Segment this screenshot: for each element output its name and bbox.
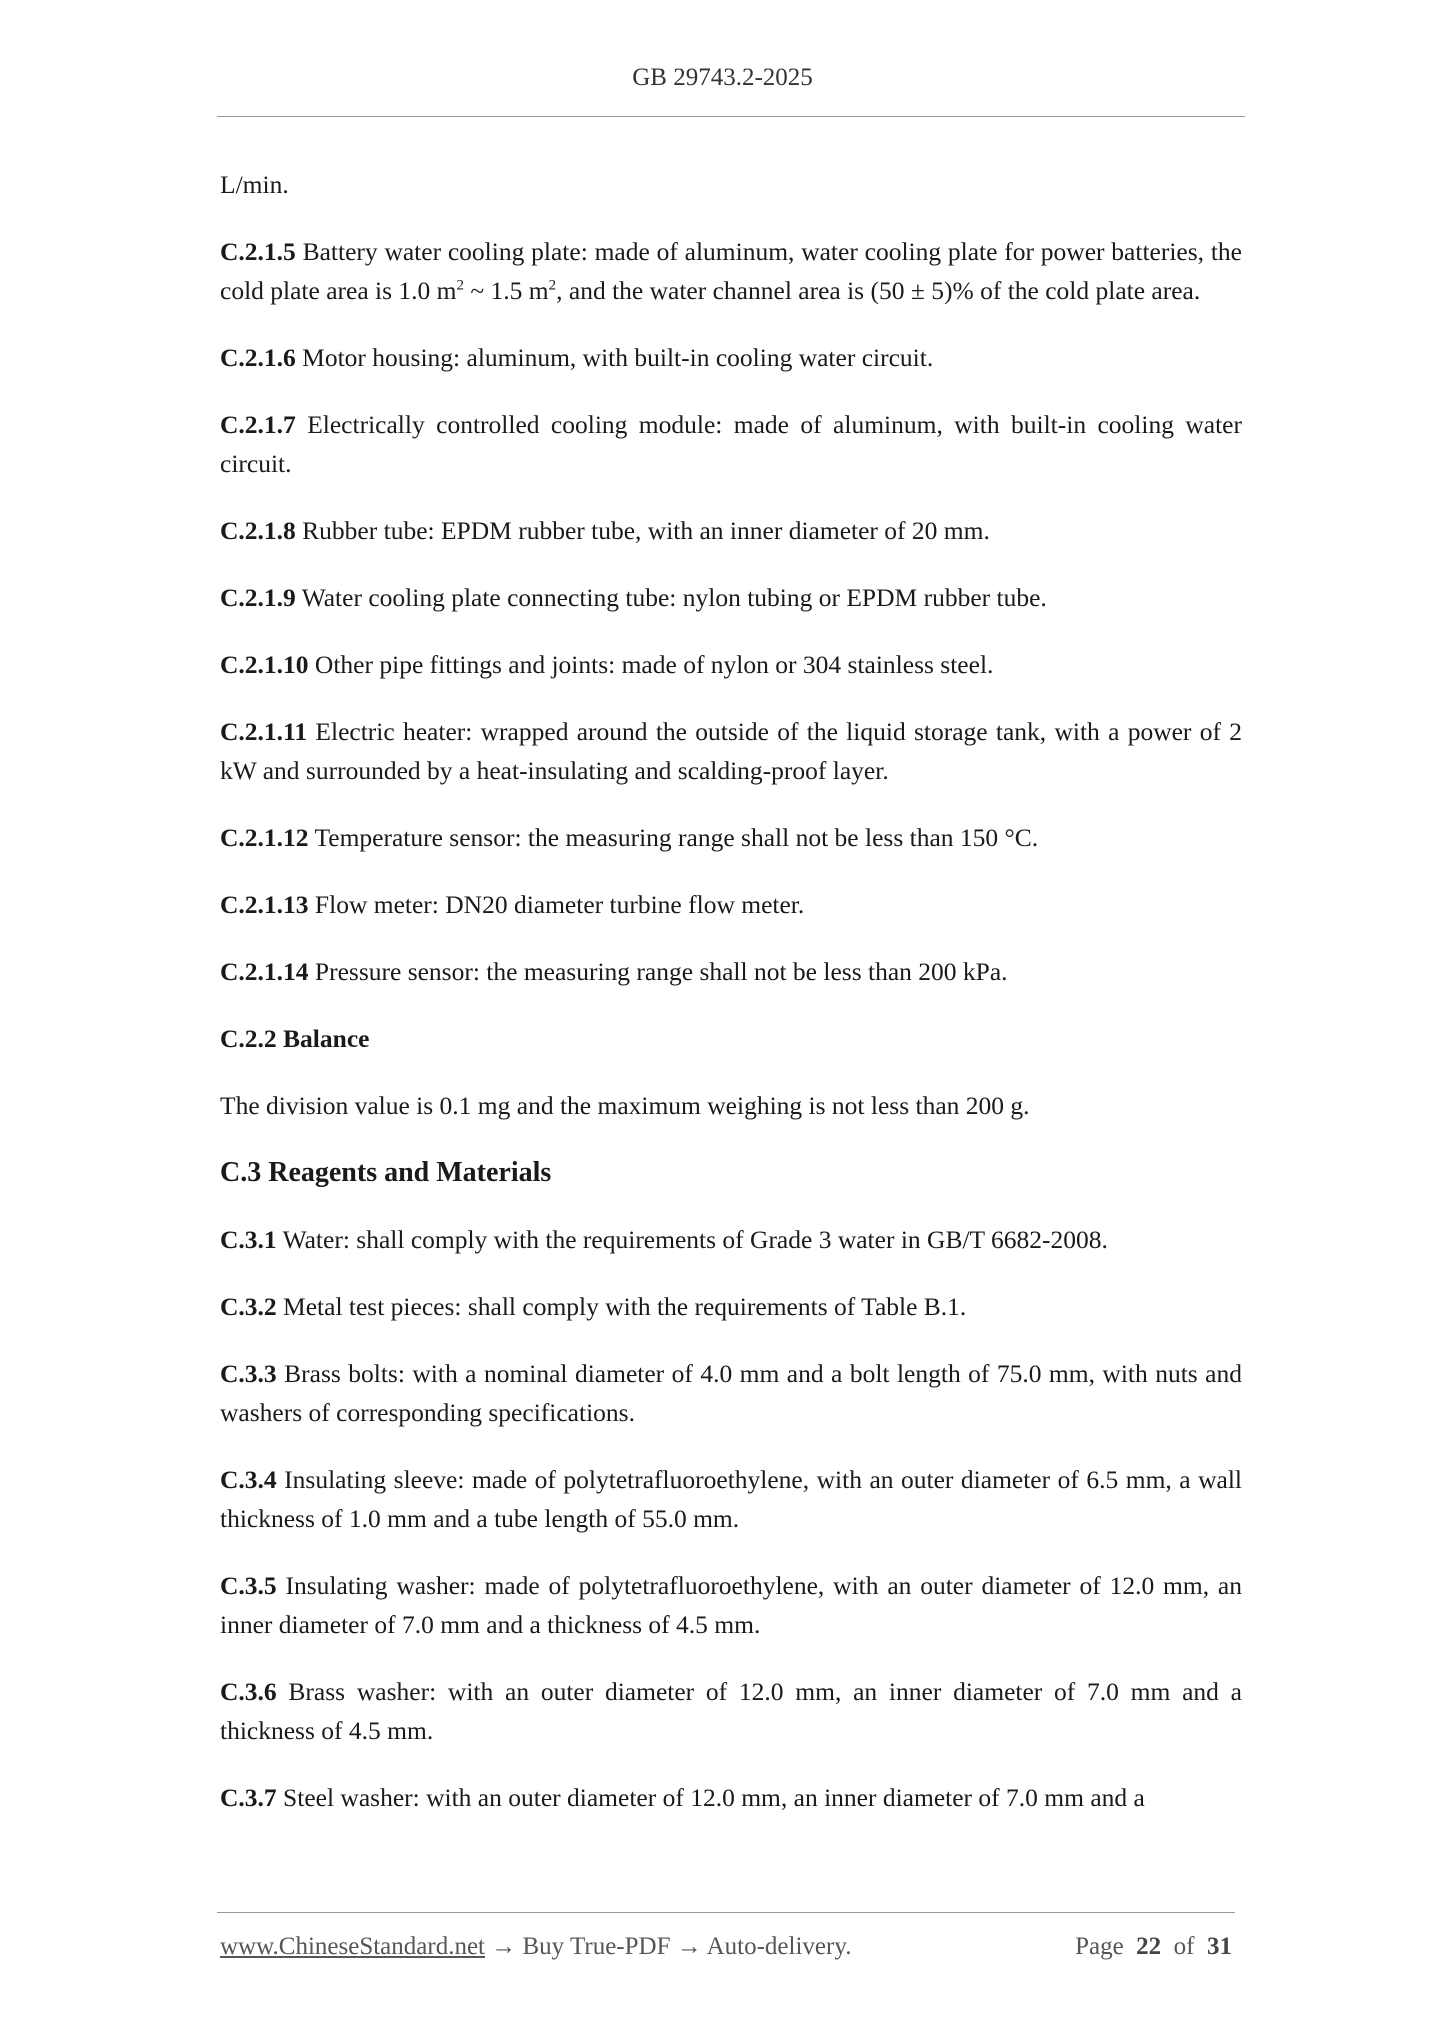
clause-c-2-1-13 [220, 885, 1242, 924]
paragraph [220, 1086, 1242, 1125]
buy-pdf-text: Buy True-PDF [522, 1933, 671, 1960]
clause-number: C.3.6 [220, 1677, 277, 1706]
clause-number: C.3.2 [220, 1292, 277, 1321]
clause-text: Insulating washer: made of polytetrafluoroethylene, with an outer diameter of 12.0 mm, an inner diameter of 7.0 mm and a thickness of 4.5 mm. [220, 1571, 1242, 1639]
clause-number: C.3.7 [220, 1783, 277, 1812]
clause-text: Water: shall comply with the requirements of Grade 3 water in GB/T 6682-2008. [276, 1225, 1108, 1254]
clause-text: Electrically controlled cooling module: made of aluminum, with built-in cooling water circuit. [220, 410, 1242, 478]
clause-text: Insulating sleeve: made of polytetrafluoroethylene, with an outer diameter of 6.5 mm, a wall thickness of 1.0 mm and a tube length of 55.0 mm. [220, 1465, 1242, 1533]
clause-number: C.2.1.9 [220, 583, 296, 612]
paragraph-text: L/min. [220, 170, 289, 199]
footer-promo [220, 1933, 851, 1961]
clause-c-2-1-10 [220, 645, 1242, 684]
section-heading-balance: C.2.2 Balance [220, 1024, 370, 1053]
of-label: of [1173, 1933, 1195, 1960]
clause-number: C.3.5 [220, 1571, 277, 1600]
clause-text: , and the water channel area is (50 ± 5)% of the cold plate area. [556, 276, 1201, 305]
paragraph-text: The division value is 0.1 mg and the maximum weighing is not less than 200 g. [220, 1091, 1030, 1120]
clause-c-3-5 [220, 1566, 1242, 1644]
clause-number: C.2.1.5 [220, 237, 296, 266]
clause-text: Temperature sensor: the measuring range shall not be less than 150 °C. [308, 823, 1039, 852]
auto-delivery-text: Auto-delivery. [706, 1933, 852, 1960]
clause-c-3-6 [220, 1672, 1242, 1750]
footer-divider [217, 1912, 1235, 1913]
clause-c-3-2 [220, 1287, 1242, 1326]
superscript: 2 [548, 277, 557, 294]
clause-text: Motor housing: aluminum, with built-in cooling water circuit. [295, 343, 934, 372]
clause-c-2-1-8 [220, 511, 1242, 550]
clause-c-3-7 [220, 1778, 1242, 1817]
clause-c-3-1 [220, 1220, 1242, 1259]
clause-number: C.3.1 [220, 1225, 277, 1254]
clause-number: C.2.1.12 [220, 823, 309, 852]
clause-text: Brass washer: with an outer diameter of 12.0 mm, an inner diameter of 7.0 mm and a thickness of 4.5 mm. [220, 1677, 1242, 1745]
website-link[interactable]: www.ChineseStandard.net [220, 1933, 485, 1960]
clause-c-2-1-7 [220, 405, 1242, 483]
clause-text: Other pipe fittings and joints: made of nylon or 304 stainless steel. [308, 650, 994, 679]
clause-number: C.2.1.7 [220, 410, 296, 439]
clause-number: C.2.1.14 [220, 957, 309, 986]
clause-number: C.2.1.11 [220, 717, 308, 746]
section-heading-reagents: C.3 Reagents and Materials [220, 1157, 552, 1188]
clause-text: Metal test pieces: shall comply with the requirements of Table B.1. [276, 1292, 967, 1321]
page-header-title: GB 29743.2-2025 [632, 64, 813, 91]
clause-number: C.2.1.6 [220, 343, 296, 372]
clause-text: Steel washer: with an outer diameter of 12.0 mm, an inner diameter of 7.0 mm and a [276, 1783, 1145, 1812]
header-divider [217, 116, 1245, 117]
clause-c-3-4 [220, 1460, 1242, 1538]
clause-number: C.2.1.10 [220, 650, 309, 679]
page-label: Page [1075, 1933, 1124, 1960]
clause-text: Electric heater: wrapped around the outside of the liquid storage tank, with a power of 2 kW and surrounded by a heat-insulating and scalding-proof layer. [220, 717, 1242, 785]
clause-number: C.3.3 [220, 1359, 277, 1388]
clause-text: Brass bolts: with a nominal diameter of 4.0 mm and a bolt length of 75.0 mm, with nuts and washers of corresponding specifications. [220, 1359, 1242, 1427]
clause-c-3-3 [220, 1354, 1242, 1432]
clause-text: Water cooling plate connecting tube: nylon tubing or EPDM rubber tube. [295, 583, 1047, 612]
clause-text: Flow meter: DN20 diameter turbine flow meter. [308, 890, 805, 919]
clause-c-2-1-11 [220, 712, 1242, 790]
clause-text: Pressure sensor: the measuring range shall not be less than 200 kPa. [308, 957, 1008, 986]
clause-c-2-1-5 [220, 232, 1242, 310]
clause-c-2-1-6 [220, 338, 1242, 377]
document-body [220, 165, 1242, 1845]
clause-text: Rubber tube: EPDM rubber tube, with an inner diameter of 20 mm. [295, 516, 990, 545]
clause-text: Battery water cooling plate: made of aluminum, water cooling plate for power batteries, the cold plate area is 1.0 m [220, 237, 1242, 305]
page-counter [1075, 1933, 1232, 1961]
clause-c-2-1-14 [220, 952, 1242, 991]
arrow-right-icon: → [485, 1933, 523, 1960]
page-total: 31 [1207, 1933, 1232, 1960]
paragraph [220, 165, 1242, 204]
clause-number: C.3.4 [220, 1465, 277, 1494]
clause-c-2-1-9 [220, 578, 1242, 617]
clause-text: ~ 1.5 m [464, 276, 549, 305]
clause-number: C.2.1.13 [220, 890, 309, 919]
superscript: 2 [456, 277, 464, 294]
page-number: 22 [1136, 1933, 1162, 1960]
clause-c-2-1-12 [220, 818, 1242, 857]
clause-number: C.2.1.8 [220, 516, 296, 545]
arrow-right-icon: → [670, 1933, 707, 1960]
